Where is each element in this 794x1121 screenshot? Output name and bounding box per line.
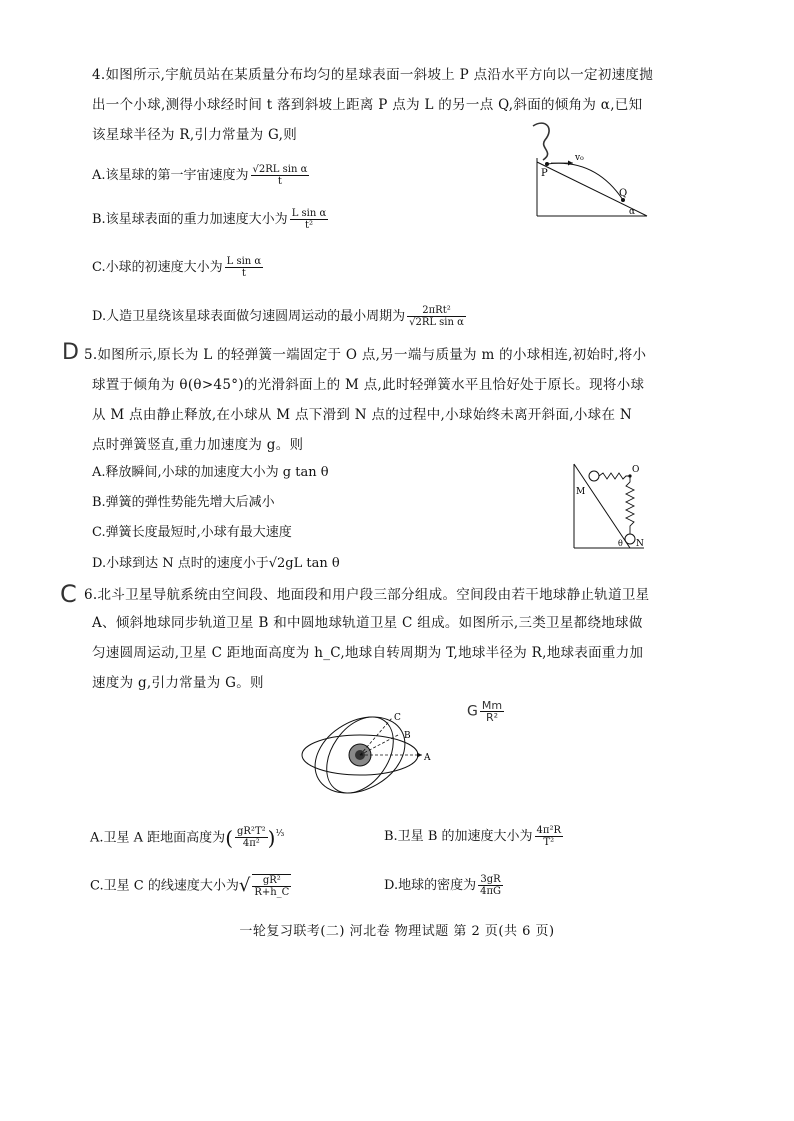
q4-incline-figure <box>525 118 655 222</box>
satellite-c-label: C <box>394 713 401 723</box>
q6-line-1: 6.北斗卫星导航系统由空间段、地面段和用户段三部分组成。空间段由若干地球静止轨道卫星 <box>84 587 650 603</box>
q5-option-a: A.释放瞬间,小球的加速度大小为 g tan θ <box>92 465 329 480</box>
q6-line-2: A、倾斜地球同步轨道卫星 B 和中圆地球轨道卫星 C 组成。如图所示,三类卫星都绕地球做 <box>92 615 643 631</box>
q4-option-b: B.该星球表面的重力加速度大小为 $\frac{\text{L sin α}}{\text{t²}}$ <box>92 208 327 231</box>
q5-line-1: 5.如图所示,原长为 L 的轻弹簧一端固定于 O 点,另一端与质量为 m 的小球相连,初始时,将小 <box>84 347 647 363</box>
q5-option-d: D.小球到达 N 点时的速度小于√2gL tan θ <box>92 556 340 571</box>
q4-option-c: C.小球的初速度大小为 $\frac{\text{L sin α}}{t}$ <box>92 256 262 279</box>
q4-line-2: 出一个小球,测得小球经时间 t 落到斜坡上距离 P 点为 L 的另一点 Q,斜面的倾角为 α,已知 <box>92 97 643 113</box>
q5-option-c: C.弹簧长度最短时,小球有最大速度 <box>92 525 292 540</box>
q4-line-1: 4.如图所示,宇航员站在某质量分布均匀的星球表面一斜坡上 P 点沿水平方向以一定初速度抛 <box>92 67 654 83</box>
q5-line-4: 点时弹簧竖直,重力加速度为 g。则 <box>92 437 304 453</box>
q6-option-c: C.卫星 C 的线速度大小为√ $\frac{\text{gR²}}{R+h\_C}$ <box>90 875 290 898</box>
q4-option-d: D.人造卫星绕该星球表面做匀速圆周运动的最小周期为 $\frac{\text{2πRt²}}{\text{√2RL sin α}}$ <box>92 305 464 328</box>
point-m-label: M <box>576 487 586 497</box>
q6-line-4: 速度为 g,引力常量为 G。则 <box>92 675 264 691</box>
q4-line-3: 该星球半径为 R,引力常量为 G,则 <box>92 127 298 143</box>
q6-line-3: 匀速圆周运动,卫星 C 距地面高度为 h_C,地球自转周期为 T,地球半径为 R,地球表面重力加 <box>92 645 644 661</box>
alpha-label: α <box>629 207 636 217</box>
v0-label: v₀ <box>575 153 584 163</box>
satellite-b-label: B <box>404 731 411 741</box>
q5-option-b: B.弹簧的弹性势能先增大后减小 <box>92 495 275 510</box>
page-footer: 一轮复习联考(二) 河北卷 物理试题 第 2 页(共 6 页) <box>239 924 555 939</box>
point-p-label: P <box>541 168 548 179</box>
point-o-label: O <box>632 465 640 475</box>
q5-spring-figure <box>568 460 648 552</box>
theta-label: θ <box>618 539 623 548</box>
q5-line-3: 从 M 点由静止释放,在小球从 M 点下滑到 N 点的过程中,小球始终未离开斜面,小球在 N <box>92 407 632 423</box>
q6-option-a: A.卫星 A 距地面高度为( $\frac{\text{gR²T²}}{\text{4π²}}$ )$^{\frac{1}{3}}$ <box>90 825 285 850</box>
q4-option-a: A.该星球的第一宇宙速度为 $\frac{\text{√2RL sin α}}{t}$ <box>92 164 308 187</box>
handwritten-g-mark <box>533 123 549 160</box>
q6-option-b: B.卫星 B 的加速度大小为 $\frac{\text{4π²R}}{\text{T²}}$ <box>384 825 561 848</box>
q6-option-d: D.地球的密度为 $\frac{3gR}{4\pi G}$ <box>384 874 502 897</box>
point-q-label: Q <box>619 188 628 199</box>
q6-handwritten-answer: C <box>60 580 77 608</box>
q5-line-2: 球置于倾角为 θ(θ>45°)的光滑斜面上的 M 点,此时轻弹簧水平且恰好处于原长。现将小球 <box>92 377 645 393</box>
point-n-label: N <box>636 539 644 549</box>
q5-handwritten-answer: D <box>62 340 79 365</box>
q6-handwritten-note: G $\frac{Mm}{\text{R²}}$ <box>467 699 503 724</box>
q6-orbit-figure <box>300 700 440 810</box>
satellite-a-label: A <box>424 753 431 763</box>
